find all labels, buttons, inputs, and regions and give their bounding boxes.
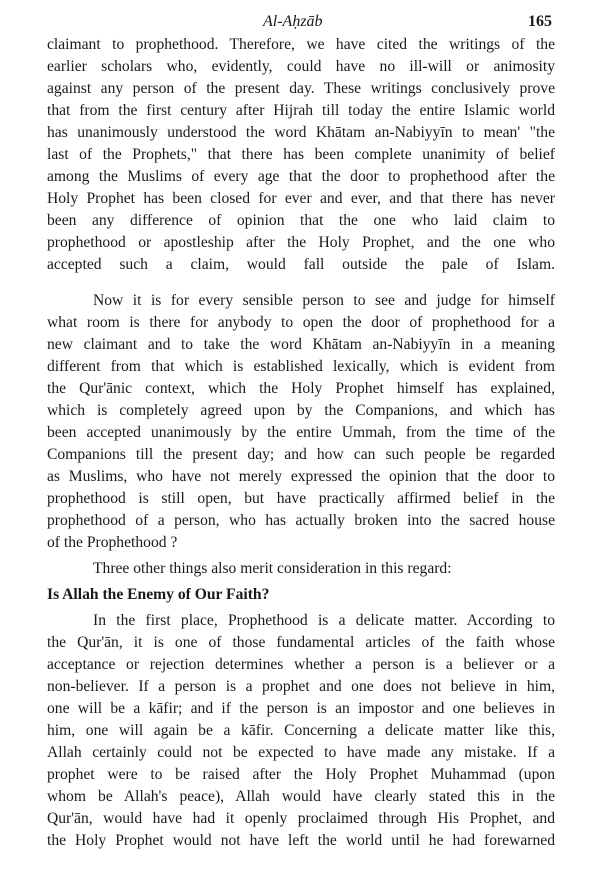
text-line: been accepted unanimously by the entire Ummah, from the time of the: [47, 424, 555, 441]
text-line: acceptance or rejection determines whether a person is a believer or a: [47, 656, 555, 673]
text-line: last of the Prophets," that there has been complete unanimity of belief: [47, 146, 555, 163]
text-line: new claimant and to take the word Khātam an-Nabiyyīn in a meaning: [47, 336, 555, 353]
text-line: prophethood or apostleship after the Holy Prophet, and the one who: [47, 234, 555, 251]
section-heading: Is Allah the Enemy of Our Faith?: [47, 586, 270, 603]
page-number: 165: [528, 13, 552, 30]
text-line: which is completely agreed upon by the Companions, and which has: [47, 402, 555, 419]
text-line: the Qur'ānic context, which the Holy Prophet himself has explained,: [47, 380, 555, 397]
text-line: of the Prophethood ?: [47, 534, 178, 551]
paragraph-3: [47, 610, 555, 852]
text-line: Qur'ān, would have had it openly proclaimed through His Prophet, and: [47, 810, 555, 827]
text-line: that from the first century after Hijrah till today the entire Islamic world: [47, 102, 555, 119]
running-header-title: Al-Aḥzāb: [263, 13, 323, 30]
text-line: been any difference of opinion that the one who laid claim to: [47, 212, 555, 229]
text-line: the Holy Prophet would not have left the world until he had forewarned: [47, 832, 555, 849]
text-line: as Muslims, who have not merely expressed the opinion that the door to: [47, 468, 555, 485]
text-line: one will be a kāfir; and if the person is an impostor and one believes in: [47, 700, 555, 717]
text-line: Companions till the present day; and how can such people be regarded: [47, 446, 555, 463]
text-line: prophet were to be raised after the Holy Prophet Muhammad (upon: [47, 766, 555, 783]
text-line: In the first place, Prophethood is a delicate matter. According to: [93, 612, 555, 629]
text-line: accepted such a claim, would fall outside the pale of Islam.: [47, 256, 555, 273]
text-line: among the Muslims of every age that the door to prophethood after the: [47, 168, 555, 185]
text-line: Holy Prophet has been closed for ever and ever, and that there has never: [47, 190, 555, 207]
text-line: prophethood is still open, but have practically affirmed belief in the: [47, 490, 555, 507]
text-line: claimant to prophethood. Therefore, we have cited the writings of the: [47, 36, 555, 53]
text-line: prophethood of a person, who has actually broken into the sacred house: [47, 512, 555, 529]
paragraph-1: [47, 34, 555, 276]
text-line: different from that which is established lexically, which is evident from: [47, 358, 555, 375]
text-line: whom be Allah's peace), Allah would have clearly stated this in the: [47, 788, 555, 805]
text-line: what room is there for anybody to open the door of prophethood for a: [47, 314, 555, 331]
text-line: has unanimously understood the word Khātam an-Nabiyyīn to mean' "the: [47, 124, 555, 141]
text-line: Allah certainly could not be expected to have made any mistake. If a: [47, 744, 555, 761]
transition-sentence: Three other things also merit consideration in this regard:: [93, 560, 452, 577]
paragraph-2: [47, 290, 555, 554]
text-line: him, one will again be a kāfir. Concerning a delicate matter like this,: [47, 722, 555, 739]
text-line: Now it is for every sensible person to see and judge for himself: [93, 292, 555, 309]
text-line: earlier scholars who, evidently, could have no ill-will or animosity: [47, 58, 555, 75]
text-line: non-believer. If a person is a prophet and one does not believe in him,: [47, 678, 555, 695]
text-line: the Qur'ān, it is one of those fundamental articles of the faith whose: [47, 634, 555, 651]
text-line: against any person of the present day. These writings conclusively prove: [47, 80, 555, 97]
